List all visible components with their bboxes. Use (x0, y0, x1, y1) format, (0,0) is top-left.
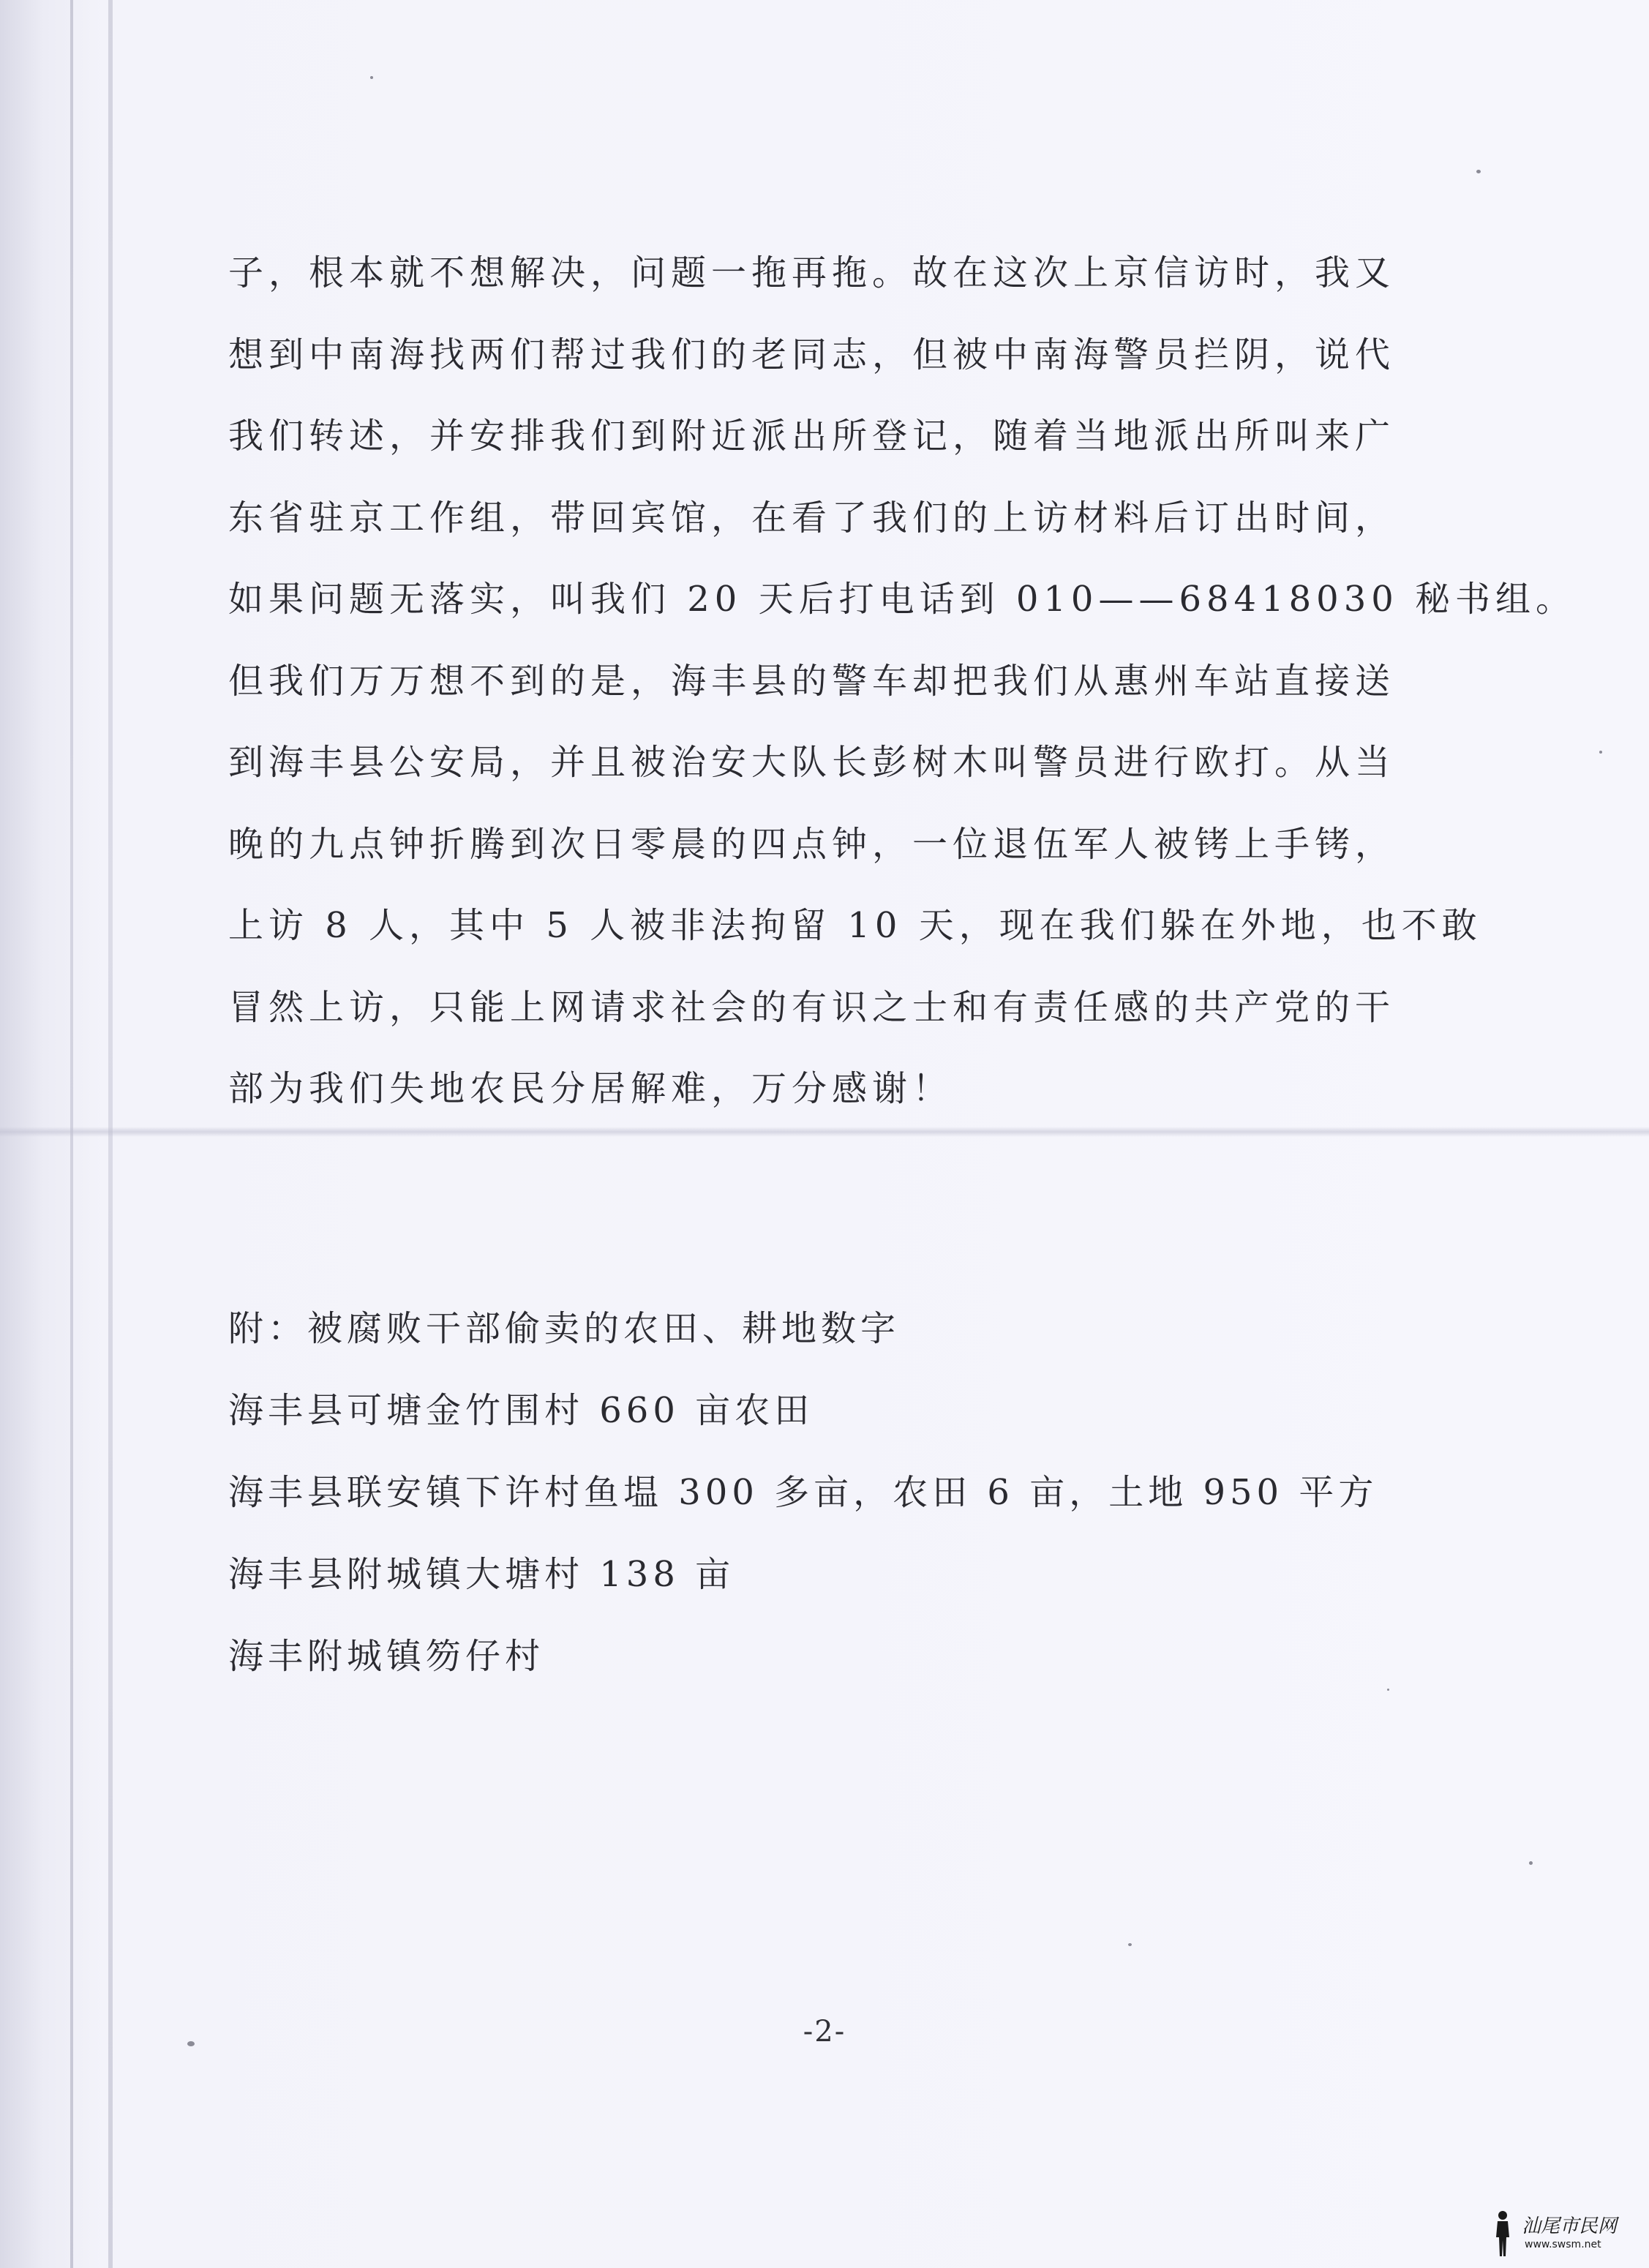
letter-line: 子，根本就不想解决，问题一拖再拖。故在这次上京信访时，我又 (228, 252, 1396, 293)
letter-line: 冒然上访，只能上网请求社会的有识之士和有责任感的共产党的干 (228, 986, 1396, 1028)
site-watermark (1490, 2207, 1636, 2258)
page-number: -2- (803, 2015, 846, 2049)
appendix-item: 海丰附城镇笏仔村 (228, 1636, 545, 1677)
letter-line: 上访 8 人，其中 5 人被非法拘留 10 天，现在我们躲在外地，也不敢 (228, 905, 1482, 946)
appendix-section (228, 1288, 1457, 1697)
appendix-item: 海丰县附城镇大塘村 138 亩 (228, 1554, 735, 1595)
letter-line: 晚的九点钟折腾到次日零晨的四点钟，一位退伍军人被铐上手铐， (228, 823, 1396, 865)
letter-line: 到海丰县公安局，并且被治安大队长彭树木叫警员进行欧打。从当 (228, 742, 1396, 783)
letter-line: 东省驻京工作组，带回宾馆，在看了我们的上访材料后订出时间， (228, 497, 1396, 538)
watermark-site-name: 汕尾市民网 (1522, 2215, 1618, 2237)
appendix-item: 海丰县联安镇下许村鱼塭 300 多亩，农田 6 亩，土地 950 平方 (228, 1472, 1378, 1513)
letter-line: 部为我们失地农民分居解难，万分感谢！ (228, 1068, 953, 1109)
appendix-heading: 附：被腐败干部偷卖的农田、耕地数字 (228, 1308, 901, 1349)
letter-line: 但我们万万想不到的是，海丰县的警车却把我们从惠州车站直接送 (228, 660, 1396, 702)
person-silhouette-icon (1490, 2209, 1516, 2258)
letter-line: 我们转述，并安排我们到附近派出所登记，随着当地派出所叫来广 (228, 416, 1396, 457)
watermark-url: www.swsm.net (1525, 2239, 1601, 2250)
letter-body (228, 233, 1577, 1130)
appendix-item: 海丰县可塘金竹围村 660 亩农田 (228, 1390, 814, 1431)
letter-line: 想到中南海找两们帮过我们的老同志，但被中南海警员拦阴，说代 (228, 334, 1396, 375)
letter-line: 如果问题无落实，叫我们 20 天后打电话到 010——68418030 秘书组。 (228, 579, 1577, 620)
